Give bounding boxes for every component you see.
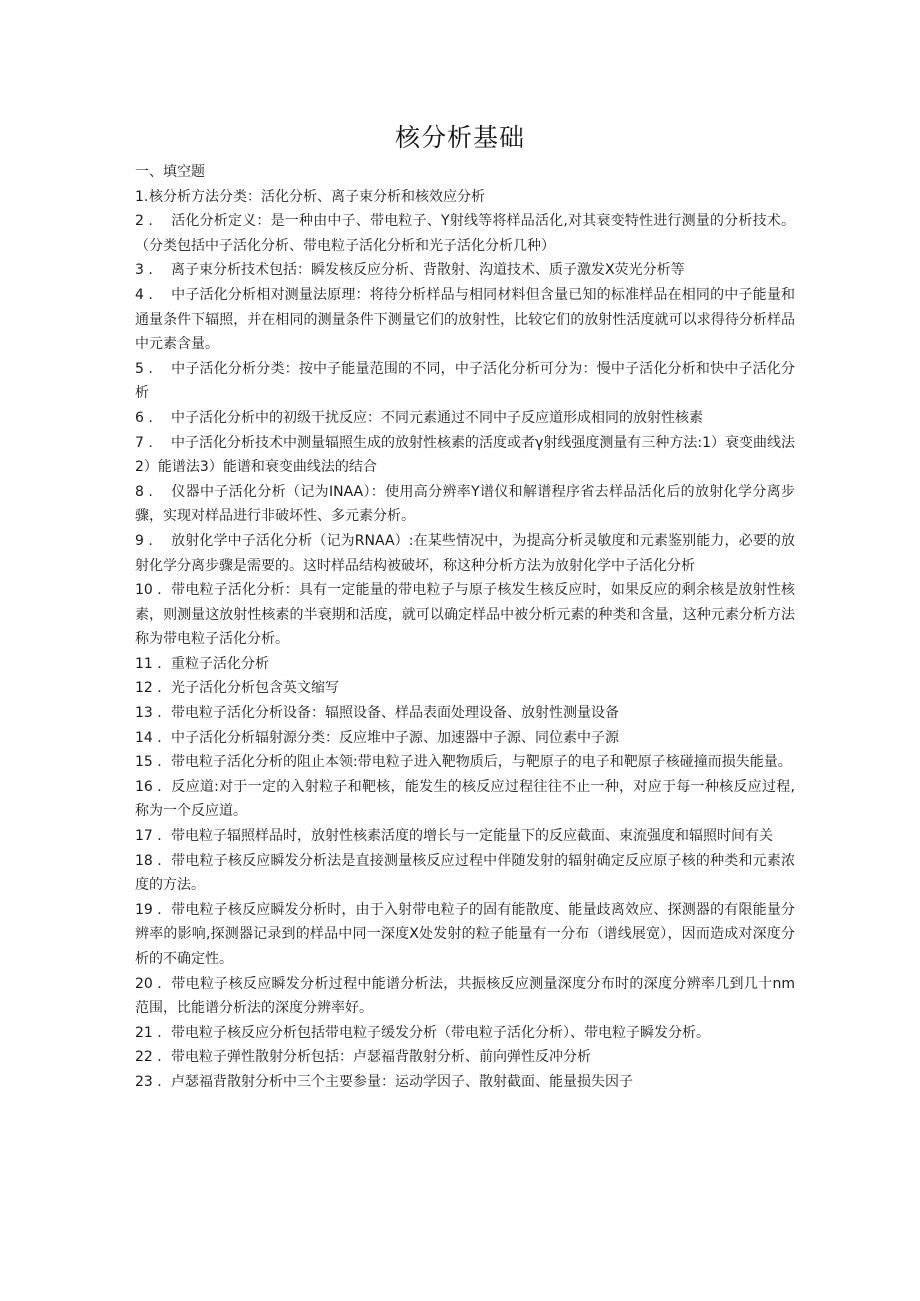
document-body bbox=[135, 160, 795, 1095]
list-item bbox=[135, 750, 795, 775]
item-text: 带电粒子弹性散射分析包括：卢瑟福背散射分析、前向弹性反冲分析 bbox=[171, 1049, 591, 1066]
item-text: 中子活化分析分类：按中子能量范围的不同，中子活化分析可分为：慢中子活化分析和快中子活化分析 bbox=[135, 360, 795, 402]
list-item bbox=[135, 529, 795, 578]
item-number: 12 . bbox=[135, 680, 162, 697]
list-item bbox=[135, 849, 795, 898]
item-text: 带电粒子核反应分析包括带电粒子缓发分析（带电粒子活化分析）、带电粒子瞬发分析。 bbox=[171, 1024, 710, 1041]
list-item bbox=[135, 357, 795, 406]
item-text: 反应道:对于一定的入射粒子和靶核，能发生的核反应过程往往不止一种，对应于每一种核反应过程,称为一个反应道。 bbox=[135, 778, 795, 820]
section-heading: 一、填空题 bbox=[135, 164, 205, 180]
list-item bbox=[135, 1021, 795, 1046]
item-text: 带电粒子核反应瞬发分析法是直接测量核反应过程中伴随发射的辐射确定反应原子核的种类和元素浓度的方法。 bbox=[135, 852, 795, 894]
item-number: 9 . bbox=[135, 532, 153, 549]
item-number: 18 . bbox=[135, 852, 162, 869]
item-number: 22 . bbox=[135, 1049, 162, 1066]
item-text: 带电粒子活化分析的阻止本领:带电粒子进入靶物质后，与靶原子的电子和靶原子核碰撞而损失能量。 bbox=[171, 754, 792, 771]
item-number: 21 . bbox=[135, 1024, 162, 1041]
list-item bbox=[135, 283, 795, 357]
list-item bbox=[135, 676, 795, 701]
item-number: 23 . bbox=[135, 1073, 162, 1090]
item-number: 8 . bbox=[135, 483, 153, 500]
item-number: 1. bbox=[135, 188, 149, 205]
item-text: 中子活化分析技术中测量辐照生成的放射性核素的活度或者γ射线强度测量有三种方法:1）衰变曲线法2）能谱法3）能谱和衰变曲线法的结合 bbox=[135, 434, 795, 476]
item-text: 核分析方法分类：活化分析、离子束分析和核效应分析 bbox=[149, 188, 485, 205]
list-item bbox=[135, 701, 795, 726]
list-item bbox=[135, 1070, 795, 1095]
item-text: 带电粒子核反应瞬发分析过程中能谱分析法，共振核反应测量深度分布时的深度分辨率几到几十nm范围，比能谱分析法的深度分辨率好。 bbox=[135, 975, 795, 1017]
list-item bbox=[135, 972, 795, 1021]
list-item bbox=[135, 185, 795, 210]
item-text: 带电粒子活化分析设备：辐照设备、样品表面处理设备、放射性测量设备 bbox=[171, 705, 619, 722]
list-item bbox=[135, 431, 795, 480]
list-item bbox=[135, 209, 795, 258]
item-number: 19 . bbox=[135, 901, 162, 918]
list-item bbox=[135, 824, 795, 849]
item-number: 7 . bbox=[135, 434, 153, 451]
item-text: 中子活化分析辐射源分类：反应堆中子源、加速器中子源、同位素中子源 bbox=[171, 729, 619, 746]
item-text: 中子活化分析中的初级干扰反应：不同元素通过不同中子反应道形成相同的放射性核素 bbox=[171, 409, 703, 426]
item-text: 带电粒子核反应瞬发分析时，由于入射带电粒子的固有能散度、能量歧离效应、探测器的有限能量分辨率的影响,探测器记录到的样品中同一深度X处发射的粒子能量有一分布（谱线展宽），因而造成对深度分析的不确定性。 bbox=[135, 901, 795, 967]
item-number: 11 . bbox=[135, 655, 162, 672]
question-list bbox=[135, 185, 795, 1095]
list-item bbox=[135, 406, 795, 431]
item-number: 4 . bbox=[135, 286, 153, 303]
list-item bbox=[135, 775, 795, 824]
item-number: 2 . bbox=[135, 213, 153, 230]
item-text: 重粒子活化分析 bbox=[171, 655, 269, 672]
item-text: 中子活化分析相对测量法原理：将待分析样品与相同材料但含量已知的标准样品在相同的中子能量和通量条件下辐照，并在相同的测量条件下测量它们的放射性，比较它们的放射性活度就可以求得待分析样品中元素含量。 bbox=[135, 286, 795, 353]
item-number: 17 . bbox=[135, 828, 162, 845]
list-item bbox=[135, 726, 795, 751]
item-number: 5 . bbox=[135, 360, 153, 377]
item-text: 离子束分析技术包括：瞬发核反应分析、背散射、沟道技术、质子激发X荧光分析等 bbox=[171, 262, 685, 279]
item-text: 带电粒子辐照样品时，放射性核素活度的增长与一定能量下的反应截面、束流强度和辐照时间有关 bbox=[171, 828, 773, 845]
item-text: 放射化学中子活化分析（记为RNAA）:在某些情况中，为提高分析灵敏度和元素鉴别能力，必要的放射化学分离步骤是需要的。这时样品结构被破坏，称这种分析方法为放射化学中子活化分析 bbox=[135, 532, 795, 574]
document-title: 核分析基础 bbox=[394, 123, 525, 152]
item-number: 16 . bbox=[135, 778, 162, 795]
list-item bbox=[135, 258, 795, 283]
list-item bbox=[135, 1045, 795, 1070]
item-number: 20 . bbox=[135, 975, 162, 992]
item-number: 13 . bbox=[135, 705, 162, 722]
item-text: 带电粒子活化分析：具有一定能量的带电粒子与原子核发生核反应时，如果反应的剩余核是放射性核素，则测量这放射性核素的半衰期和活度，就可以确定样品中被分析元素的种类和含量，这种元素分析方法称为带电粒子活化分析。 bbox=[135, 582, 795, 648]
item-number: 3 . bbox=[135, 262, 153, 279]
item-text: 活化分析定义：是一种由中子、带电粒子、Y射线等将样品活化,对其衰变特性进行测量的分析技术。（分类包括中子活化分析、带电粒子活化分析和光子活化分析几种） bbox=[135, 213, 795, 254]
list-item bbox=[135, 898, 795, 972]
item-text: 仪器中子活化分析（记为INAA）：使用高分辨率Y谱仪和解谱程序省去样品活化后的放射化学分离步骤，实现对样品进行非破坏性、多元素分析。 bbox=[135, 483, 795, 525]
item-number: 10 . bbox=[135, 582, 162, 599]
item-number: 15 . bbox=[135, 754, 162, 771]
list-item bbox=[135, 652, 795, 677]
item-text: 光子活化分析包含英文缩写 bbox=[171, 680, 339, 697]
item-number: 14 . bbox=[135, 729, 162, 746]
item-number: 6 . bbox=[135, 409, 153, 426]
list-item bbox=[135, 578, 795, 652]
item-text: 卢瑟福背散射分析中三个主要参量：运动学因子、散射截面、能量损失因子 bbox=[171, 1073, 633, 1090]
list-item bbox=[135, 480, 795, 529]
